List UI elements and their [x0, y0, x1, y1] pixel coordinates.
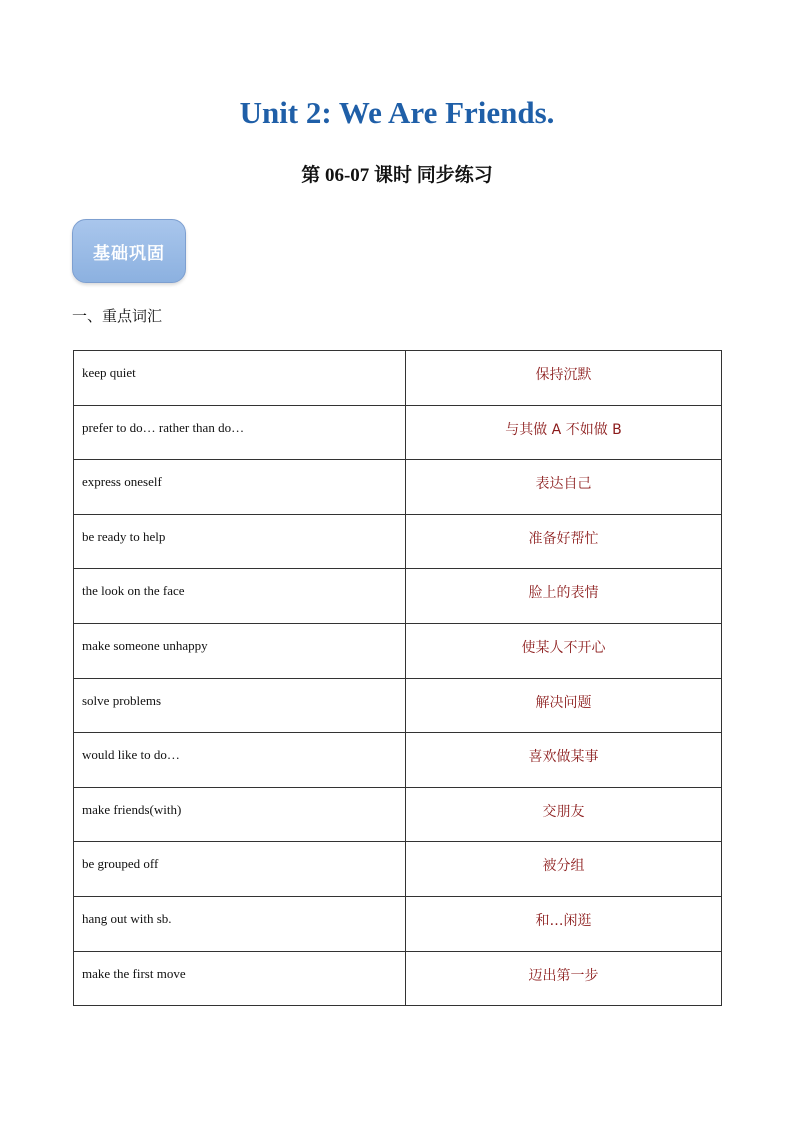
- vocab-chinese: 表达自己: [406, 460, 722, 515]
- vocab-english: be grouped off: [74, 842, 406, 897]
- vocab-english: prefer to do… rather than do…: [74, 405, 406, 460]
- vocab-english: make the first move: [74, 951, 406, 1006]
- table-row: [74, 623, 722, 678]
- vocab-english: make someone unhappy: [74, 623, 406, 678]
- section-badge: 基础巩固: [72, 219, 186, 283]
- vocab-english: solve problems: [74, 678, 406, 733]
- vocab-chinese: 脸上的表情: [406, 569, 722, 624]
- table-row: [74, 678, 722, 733]
- table-row: [74, 842, 722, 897]
- table-row: [74, 951, 722, 1006]
- vocab-chinese: 保持沉默: [406, 351, 722, 406]
- table-row: [74, 569, 722, 624]
- vocab-english: would like to do…: [74, 733, 406, 788]
- section-heading: 一、重点词汇: [72, 307, 163, 325]
- table-row: [74, 351, 722, 406]
- table-row: [74, 733, 722, 788]
- vocab-english: make friends(with): [74, 787, 406, 842]
- vocab-chinese: 交朋友: [406, 787, 722, 842]
- vocab-chinese: 准备好帮忙: [406, 514, 722, 569]
- vocab-chinese: 喜欢做某事: [406, 733, 722, 788]
- vocab-english: express oneself: [74, 460, 406, 515]
- vocab-chinese: 使某人不开心: [406, 623, 722, 678]
- table-row: [74, 405, 722, 460]
- table-row: [74, 514, 722, 569]
- page-title: Unit 2: We Are Friends.: [239, 95, 555, 130]
- lesson-subtitle: 第 06-07 课时 同步练习: [301, 165, 493, 186]
- table-row: [74, 460, 722, 515]
- vocab-english: be ready to help: [74, 514, 406, 569]
- vocab-chinese: 被分组: [406, 842, 722, 897]
- vocab-chinese: 迈出第一步: [406, 951, 722, 1006]
- table-row: [74, 787, 722, 842]
- vocab-english: hang out with sb.: [74, 896, 406, 951]
- vocab-chinese: 与其做 A 不如做 B: [406, 405, 722, 460]
- vocab-chinese: 和…闲逛: [406, 896, 722, 951]
- table-row: [74, 896, 722, 951]
- vocab-english: keep quiet: [74, 351, 406, 406]
- vocab-english: the look on the face: [74, 569, 406, 624]
- vocab-chinese: 解决问题: [406, 678, 722, 733]
- vocab-table: [73, 350, 722, 1006]
